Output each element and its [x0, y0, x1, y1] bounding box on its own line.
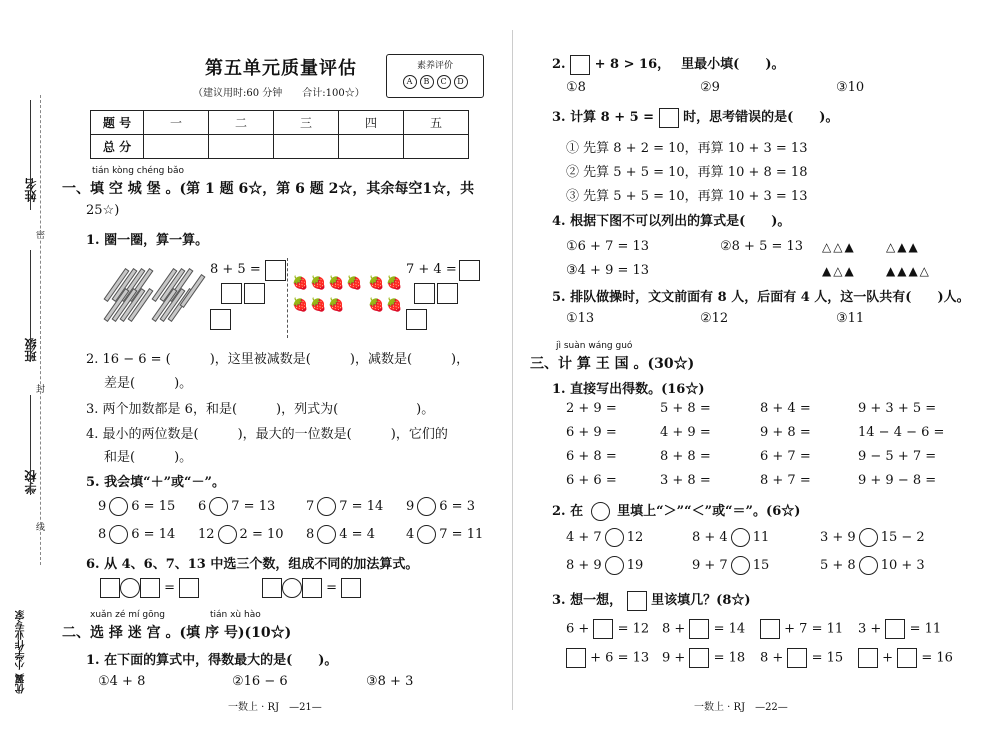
- calc-item: 3 + 8 =: [660, 473, 711, 488]
- q2-3-option-1[interactable]: ① 先算 8 + 2 = 10，再算 10 + 3 = 13: [566, 141, 808, 156]
- calc-item: 8 + 4 =: [760, 401, 811, 416]
- calc-item: 8 + 7 =: [760, 473, 811, 488]
- col-1: 一: [144, 111, 209, 135]
- q1-2-line1: 2. 16 − 6 = ( )，这里被减数是( )，减数是( )，: [86, 352, 470, 367]
- score-cell[interactable]: [209, 135, 274, 159]
- symbol-circle[interactable]: [109, 497, 128, 516]
- q2-5-stem: 5. 排队做操时，文文前面有 8 人，后面有 4 人，这一队共有( )人。: [552, 290, 970, 305]
- square-icon: [627, 591, 647, 611]
- symbol-circle[interactable]: [731, 528, 750, 547]
- col-3: 三: [274, 111, 339, 135]
- q1-4-line1: 4. 最小的两位数是( )，最大的一位数是( )，它们的: [86, 427, 448, 442]
- symbol-circle[interactable]: [109, 525, 128, 544]
- symbol-circle[interactable]: [859, 528, 878, 547]
- symbol-circle[interactable]: [731, 556, 750, 575]
- page-footer-left: 一数上 · RJ —21—: [228, 702, 322, 713]
- evaluation-title: 素养评价: [416, 61, 453, 71]
- symbol-circle[interactable]: [120, 578, 140, 598]
- symbol-circle[interactable]: [417, 497, 436, 516]
- q3-1-label: 1. 直接写出得数。(16☆): [552, 382, 705, 397]
- answer-box[interactable]: [100, 578, 120, 598]
- fill-item: + 7 = 11: [760, 619, 843, 639]
- q2-4-stem: 4. 根据下图不可以列出的算式是( )。: [552, 214, 791, 229]
- calc-item: 6 + 9 =: [566, 425, 617, 440]
- symbol-circle[interactable]: [218, 525, 237, 544]
- cut-mark-2: 封: [36, 385, 46, 395]
- sec1-title-cont: 25☆): [86, 203, 120, 218]
- symbol-circle[interactable]: [209, 497, 228, 516]
- q1-5-item: 9 6 = 15: [98, 499, 176, 514]
- split-box[interactable]: [414, 283, 435, 304]
- fill-item: 9 + = 18: [662, 648, 745, 668]
- sec3-title: 三、计 算 王 国 。(30☆): [530, 356, 695, 372]
- answer-box[interactable]: [210, 309, 231, 330]
- calc-item: 5 + 8 =: [660, 401, 711, 416]
- triangles-row1-a: △△▲: [822, 240, 856, 254]
- symbol-circle[interactable]: [605, 556, 624, 575]
- symbol-circle[interactable]: [417, 525, 436, 544]
- q2-1-option-3[interactable]: ③8 + 3: [366, 674, 414, 689]
- q2-2-option-1[interactable]: ①8: [566, 80, 586, 95]
- calc-item: 9 − 5 + 7 =: [858, 449, 937, 464]
- calc-item: 2 + 9 =: [566, 401, 617, 416]
- school-line: [30, 395, 31, 495]
- school-label: 学校: [24, 470, 38, 494]
- q1-1-label: 1. 圈一圈，算一算。: [86, 233, 209, 248]
- q1-6-template-2: =: [262, 578, 361, 598]
- compare-item: 3 + 9 15 − 2: [820, 530, 925, 545]
- compare-item: 4 + 7 12: [566, 530, 644, 545]
- calc-item: 9 + 3 + 5 =: [858, 401, 937, 416]
- answer-box[interactable]: [659, 108, 679, 128]
- row-label-total: 总 分: [91, 135, 144, 159]
- compare-item: 8 + 4 11: [692, 530, 770, 545]
- q2-2-stem: 2. + 8 > 16， 里最小填( )。: [552, 53, 784, 75]
- sec1-title: 一、填 空 城 堡 。(第 1 题 6☆，第 6 题 2☆，其余每空1☆，共: [62, 181, 475, 197]
- q2-2-option-3[interactable]: ③10: [836, 80, 865, 95]
- q1-3: 3. 两个加数都是 6，和是( )，列式为( )。: [86, 402, 435, 417]
- q1-5-item: 9 6 = 3: [406, 499, 475, 514]
- class-label: 班级: [24, 338, 38, 362]
- q2-5-option-2[interactable]: ②12: [700, 311, 729, 326]
- answer-box[interactable]: [858, 648, 878, 668]
- fill-item: + = 16: [858, 648, 953, 668]
- answer-box[interactable]: [897, 648, 917, 668]
- split-box[interactable]: [244, 283, 265, 304]
- answer-box[interactable]: [265, 260, 286, 281]
- circle-icon: [591, 502, 610, 521]
- eval-option-b[interactable]: B: [420, 75, 434, 89]
- eval-option-c[interactable]: C: [437, 75, 451, 89]
- page-subtitle: （建议用时:60 分钟 合计:100☆）: [193, 88, 365, 99]
- q1-5-label: 5. 我会填“＋”或“－”。: [86, 475, 226, 490]
- answer-box[interactable]: [689, 648, 709, 668]
- calc-item: 9 + 8 =: [760, 425, 811, 440]
- score-cell[interactable]: [274, 135, 339, 159]
- answer-box[interactable]: [406, 309, 427, 330]
- row-label-question: 题 号: [91, 111, 144, 135]
- q2-3-option-2[interactable]: ② 先算 5 + 5 = 10，再算 10 + 8 = 18: [566, 165, 808, 180]
- name-label: 姓名: [24, 178, 38, 202]
- binding-strip: [0, 0, 55, 731]
- triangles-row2-a: ▲△▲: [822, 264, 856, 278]
- q1-1-left-expr: 8 + 5 =: [210, 262, 261, 277]
- page-footer-right: 一数上 · RJ —22—: [694, 702, 788, 713]
- divider-dashed: [287, 258, 288, 338]
- calc-item: 4 + 9 =: [660, 425, 711, 440]
- eval-option-d[interactable]: D: [454, 75, 468, 89]
- compare-item: 8 + 9 19: [566, 558, 644, 573]
- q2-1-stem: 1. 在下面的算式中，得数最大的是( )。: [86, 653, 338, 668]
- answer-box[interactable]: [593, 619, 613, 639]
- cut-mark-1: 密: [36, 231, 46, 241]
- calc-item: 6 + 8 =: [566, 449, 617, 464]
- answer-box[interactable]: [566, 648, 586, 668]
- triangles-row2-b: ▲▲▲△: [886, 264, 931, 278]
- split-box[interactable]: [437, 283, 458, 304]
- q1-5-item: 8 6 = 14: [98, 527, 176, 542]
- cut-line: [40, 95, 41, 565]
- q2-1-option-1[interactable]: ①4 + 8: [98, 674, 146, 689]
- answer-box[interactable]: [689, 619, 709, 639]
- symbol-circle[interactable]: [317, 525, 336, 544]
- col-2: 二: [209, 111, 274, 135]
- symbol-circle[interactable]: [859, 556, 878, 575]
- fill-item: 8 + = 15: [760, 648, 843, 668]
- score-table: [90, 110, 469, 159]
- score-cell[interactable]: [339, 135, 404, 159]
- q1-1-right-expr: 7 + 4 =: [406, 262, 457, 277]
- compare-item: 9 + 7 15: [692, 558, 770, 573]
- fill-item: + 6 = 13: [566, 648, 649, 668]
- q2-4-option-1[interactable]: ①6 + 7 = 13: [566, 239, 650, 254]
- calc-item: 6 + 6 =: [566, 473, 617, 488]
- q2-1-option-2[interactable]: ②16 − 6: [232, 674, 288, 689]
- sec2-pinyin-1: xuǎn zé mí gōng: [90, 610, 165, 620]
- class-line: [30, 250, 31, 360]
- sec3-pinyin: jì suàn wáng guó: [556, 341, 633, 351]
- score-cell[interactable]: [144, 135, 209, 159]
- q2-3-option-3[interactable]: ③ 先算 5 + 5 = 10，再算 10 + 3 = 13: [566, 189, 808, 204]
- fill-item: 6 + = 12: [566, 619, 649, 639]
- answer-box[interactable]: [341, 578, 361, 598]
- q3-2-label: 2. 在 里填上“＞”“＜”或“＝”。(6☆): [552, 504, 801, 519]
- q1-5-item: 7 7 = 14: [306, 499, 384, 514]
- calc-item: 14 − 4 − 6 =: [858, 425, 945, 440]
- symbol-circle[interactable]: [282, 578, 302, 598]
- score-cell[interactable]: [404, 135, 469, 159]
- q2-4-option-2[interactable]: ②8 + 5 = 13: [720, 239, 804, 254]
- q3-3-label: 3. 想一想， 里该填几？(8☆): [552, 589, 751, 611]
- answer-box[interactable]: [760, 619, 780, 639]
- sec1-pinyin: tián kòng chéng bǎo: [92, 166, 184, 176]
- answer-box[interactable]: [302, 578, 322, 598]
- q2-4-option-3[interactable]: ③4 + 9 = 13: [566, 263, 650, 278]
- q1-5-item: 6 7 = 13: [198, 499, 276, 514]
- cut-mark-3: 线: [36, 523, 46, 533]
- page-divider: [512, 30, 513, 710]
- q2-2-option-2[interactable]: ②9: [700, 80, 720, 95]
- q2-5-option-1[interactable]: ①13: [566, 311, 595, 326]
- symbol-circle[interactable]: [317, 497, 336, 516]
- answer-box[interactable]: [787, 648, 807, 668]
- answer-box[interactable]: [262, 578, 282, 598]
- answer-box[interactable]: [459, 260, 480, 281]
- q1-5-item: 12 2 = 10: [198, 527, 284, 542]
- q2-5-option-3[interactable]: ③11: [836, 311, 865, 326]
- evaluation-box: [386, 54, 484, 98]
- brand-logo: 优翼 小学作业专家: [16, 610, 27, 694]
- fill-item: 3 + = 11: [858, 619, 941, 639]
- answer-box[interactable]: [570, 55, 590, 75]
- name-line: [30, 100, 31, 210]
- answer-box[interactable]: [179, 578, 199, 598]
- triangles-row1-b: △▲▲: [886, 240, 920, 254]
- sec2-title: 二、选 择 迷 宫 。(填 序 号)(10☆): [62, 625, 292, 641]
- calc-item: 9 + 9 − 8 =: [858, 473, 937, 488]
- calc-item: 6 + 7 =: [760, 449, 811, 464]
- split-box[interactable]: [221, 283, 242, 304]
- page-title: 第五单元质量评估: [205, 58, 357, 79]
- compare-item: 5 + 8 10 + 3: [820, 558, 925, 573]
- fill-item: 8 + = 14: [662, 619, 745, 639]
- answer-box[interactable]: [885, 619, 905, 639]
- col-5: 五: [404, 111, 469, 135]
- q1-4-line2: 和是( )。: [104, 450, 193, 465]
- answer-box[interactable]: [140, 578, 160, 598]
- col-4: 四: [339, 111, 404, 135]
- q1-5-item: 8 4 = 4: [306, 527, 375, 542]
- sec2-pinyin-2: tián xù hào: [210, 610, 261, 620]
- q1-5-item: 4 7 = 11: [406, 527, 484, 542]
- eval-option-a[interactable]: A: [403, 75, 417, 89]
- calc-item: 8 + 8 =: [660, 449, 711, 464]
- q1-6-label: 6. 从 4、6、7、13 中选三个数，组成不同的加法算式。: [86, 557, 419, 572]
- q1-2-line2: 差是( )。: [104, 376, 193, 391]
- q2-3-stem: 3. 计算 8 + 5 = 时，思考错误的是( )。: [552, 106, 838, 128]
- q1-6-template-1: =: [100, 578, 199, 598]
- symbol-circle[interactable]: [605, 528, 624, 547]
